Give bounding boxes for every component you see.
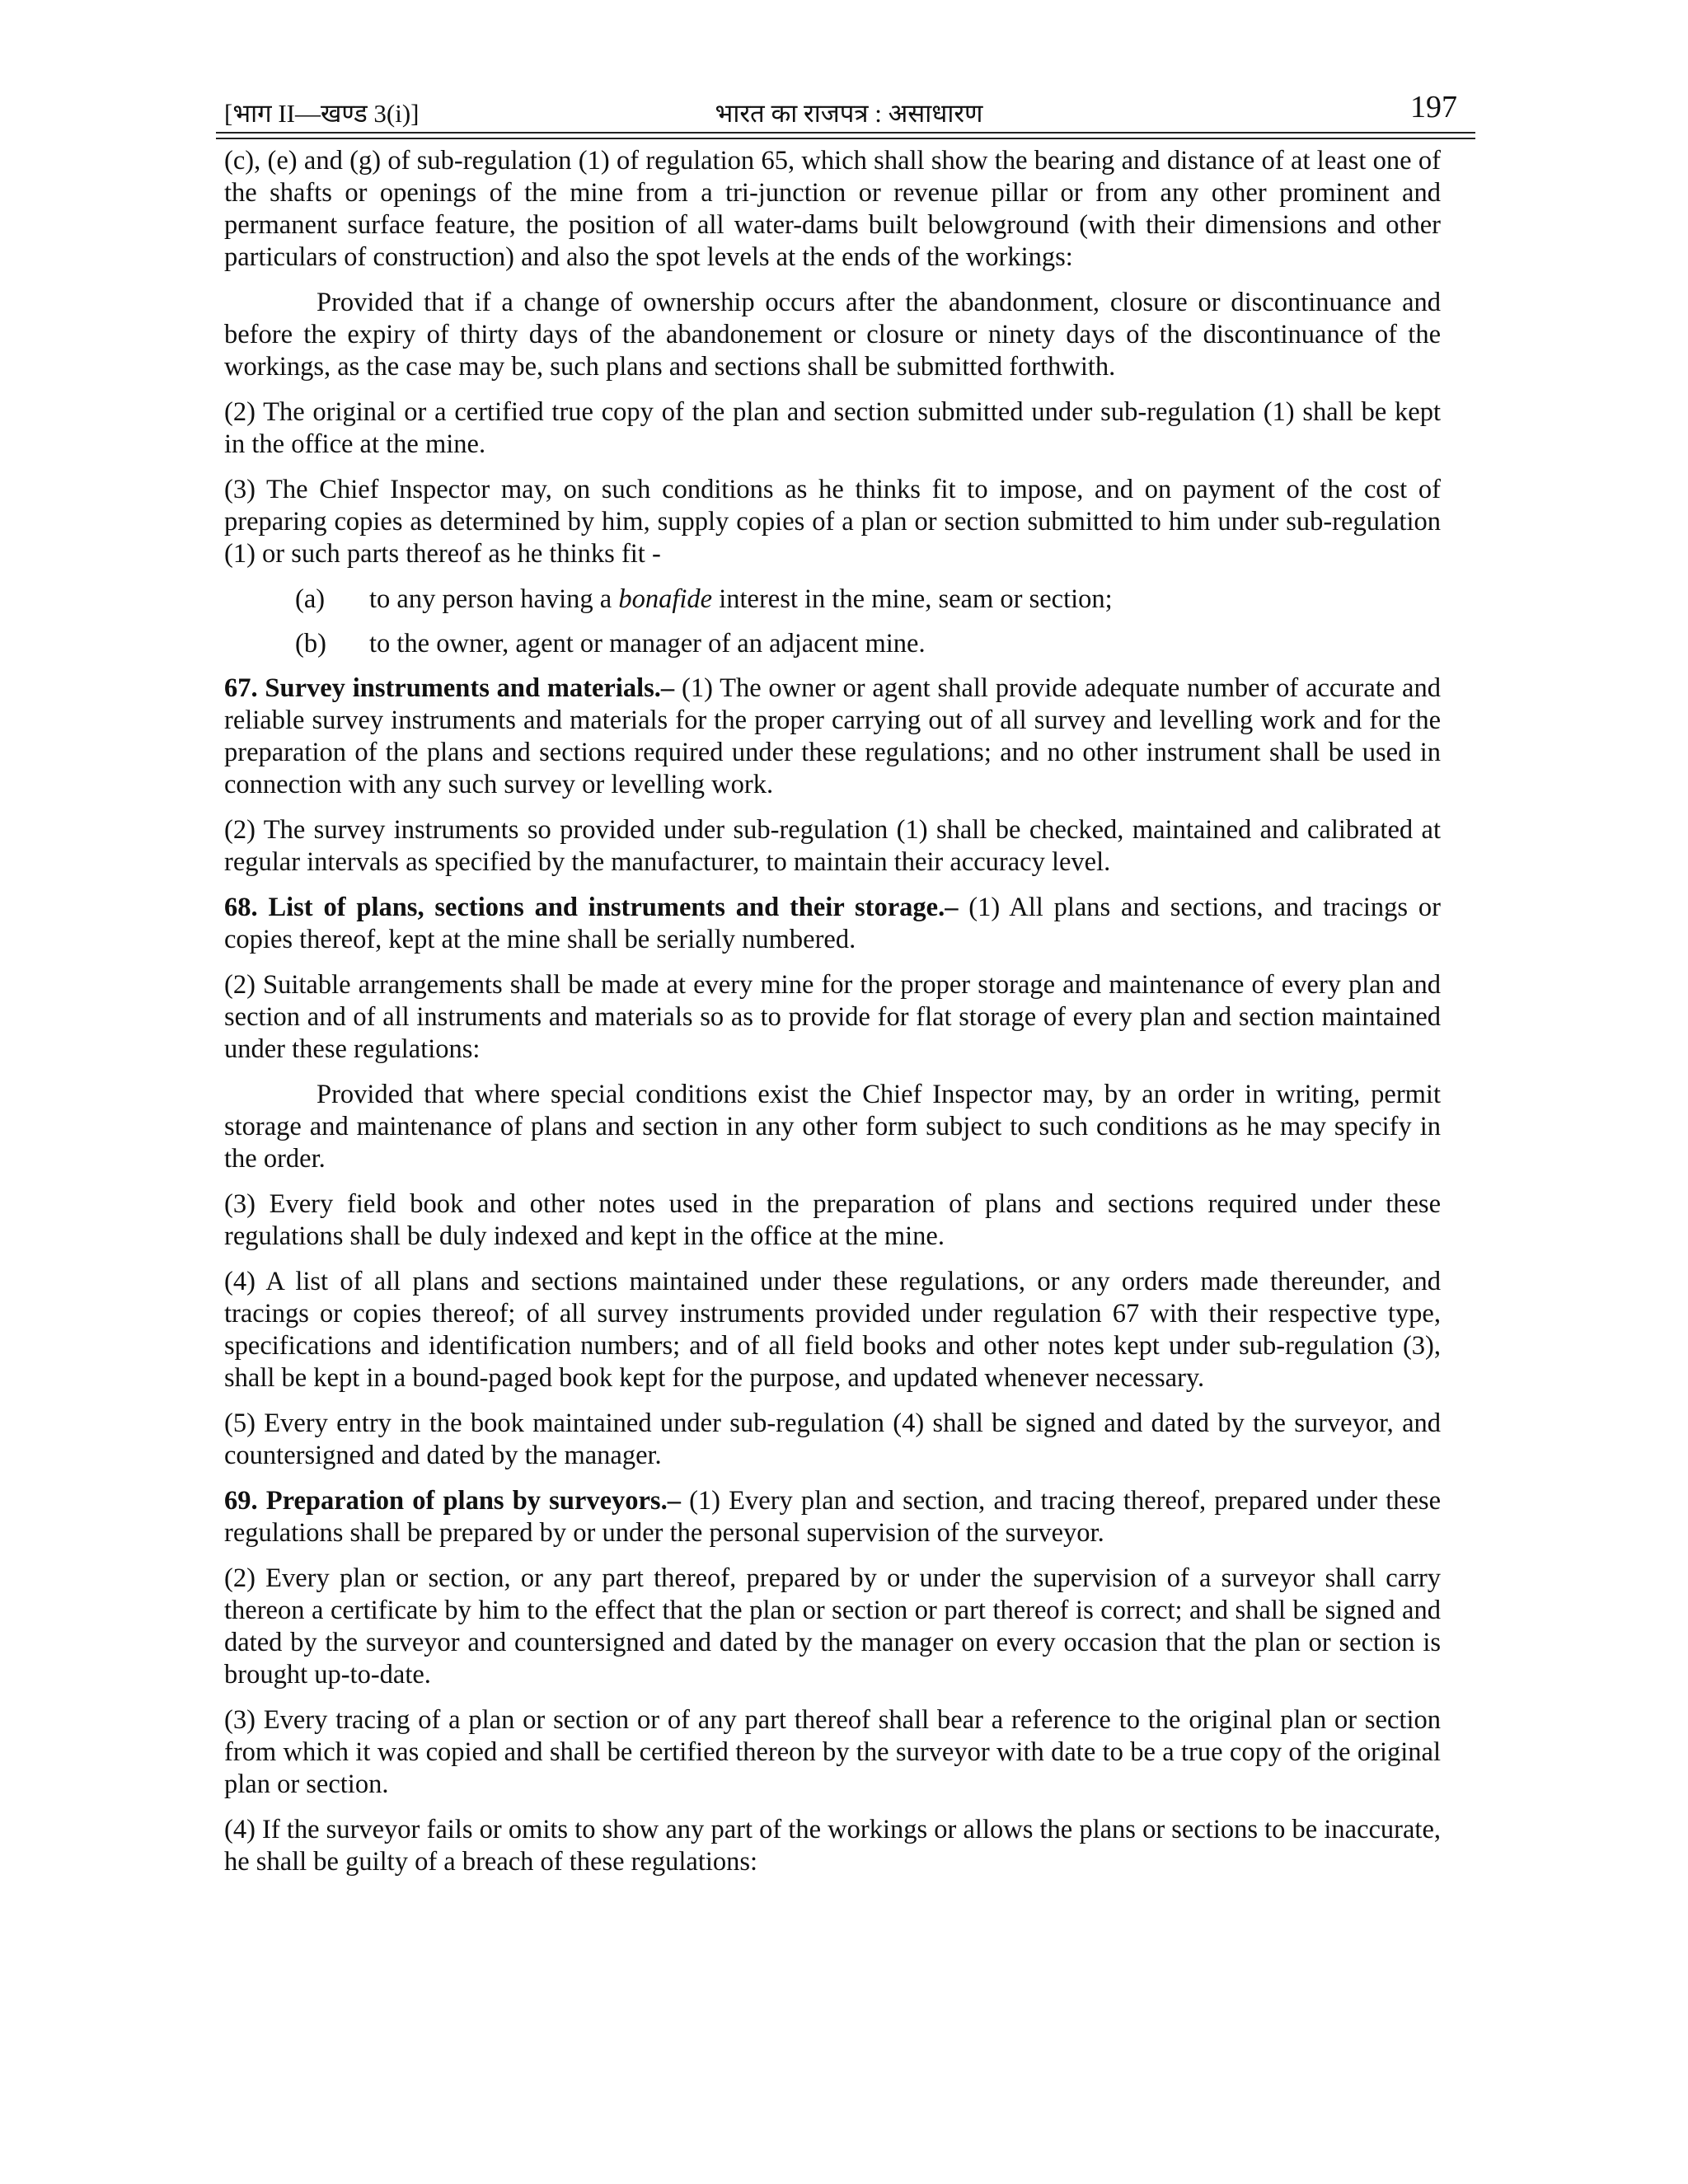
subregulation-3: (3) The Chief Inspector may, on such conditions as he thinks fit to impose, and on payment of the cost of preparing copies as determined by him, supply copies of a plan or section submitted to him under sub-regulation (1) or such parts thereof as he thinks fit - xyxy=(224,475,1441,569)
regulation-67-paragraph-1 xyxy=(224,673,1441,801)
gazette-title: भारत का राजपत्र : असाधारण xyxy=(715,99,983,128)
regulation-67-paragraph-2: (2) The survey instruments so provided under sub-regulation (1) shall be checked, maintained and calibrated at regular intervals as specified by the manufacturer, to maintain their accuracy level. xyxy=(224,815,1441,877)
regulation-69-paragraph-4: (4) If the surveyor fails or omits to show any part of the workings or allows the plans or sections to be inaccurate, he shall be guilty of a breach of these regulations: xyxy=(224,1815,1441,1877)
clause-b-text: to the owner, agent or manager of an adjacent mine. xyxy=(369,629,926,658)
regulation-68-paragraph-1 xyxy=(224,892,1441,956)
regulation-68-proviso: Provided that where special conditions exist the Chief Inspector may, by an order in writing, permit storage and maintenance of plans and section in any other form subject to such conditions as he may specify in the order. xyxy=(224,1080,1441,1174)
regulation-69-paragraph-3: (3) Every tracing of a plan or section or of any part thereof shall bear a reference to the original plan or section from which it was copied and shall be certified thereon by the surveyor with date to be a true copy of the original plan or section. xyxy=(224,1705,1441,1799)
regulation-69-text-1: (1) Every plan and section, and tracing thereof, prepared under these regulations shall be prepared by or under the personal supervision of the surveyor. xyxy=(224,1486,1441,1548)
regulation-69-heading: 69. Preparation of plans by surveyors.– xyxy=(224,1486,681,1516)
regulation-68-text-1: (1) All plans and sections, and tracings or copies thereof, kept at the mine shall be serially numbered. xyxy=(224,893,1441,954)
gazette-part-label: [भाग II—खण्ड 3(i)] xyxy=(224,99,420,128)
regulation-69-paragraph-1 xyxy=(224,1485,1441,1549)
page-header xyxy=(224,89,1474,129)
subregulation-2: (2) The original or a certified true copy of the plan and section submitted under sub-regulation (1) shall be kept in the office at the mine. xyxy=(224,397,1441,459)
document-body xyxy=(224,145,1441,1891)
clause-a-text xyxy=(369,583,1441,616)
regulation-68-paragraph-5: (5) Every entry in the book maintained under sub-regulation (4) shall be signed and dated by the surveyor, and countersigned and dated by the manager. xyxy=(224,1408,1441,1470)
header-rule-top xyxy=(216,132,1475,134)
clause-a-text-after: interest in the mine, seam or section; xyxy=(712,584,1113,614)
page-number: 197 xyxy=(1410,90,1457,124)
clause-a-text-before: to any person having a xyxy=(369,584,619,614)
regulation-67-text-1: (1) The owner or agent shall provide adequate number of accurate and reliable survey instruments and materials for the proper carrying out of all survey and levelling work and for the preparation of the plans and sections required under these regulations; and no other instrument shall be used in connection with any such survey or levelling work. xyxy=(224,673,1441,799)
clause-a-label: (a) xyxy=(295,584,326,614)
regulation-68-paragraph-2: (2) Suitable arrangements shall be made at every mine for the proper storage and maintenance of every plan and section and of all instruments and materials so as to provide for flat storage of every plan and section maintained under these regulations: xyxy=(224,970,1441,1064)
clause-b xyxy=(224,628,1441,660)
header-rule-bottom xyxy=(216,138,1475,139)
clause-a-italic-term: bonafide xyxy=(618,584,713,614)
continuation-paragraph: (c), (e) and (g) of sub-regulation (1) of regulation 65, which shall show the bearing and distance of at least one of the shafts or openings of the mine from a tri-junction or revenue pillar or from any other prominent and permanent surface feature, the position of all water-dams built belowground (with their dimensions and other particulars of construction) and also the spot levels at the ends of the workings: xyxy=(224,146,1441,272)
regulation-67-heading: 67. Survey instruments and materials.– xyxy=(224,673,675,703)
regulation-69-paragraph-2: (2) Every plan or section, or any part thereof, prepared by or under the supervision of a surveyor shall carry thereon a certificate by him to the effect that the plan or section or part thereof is correct; and shall be signed and dated by the surveyor and countersigned and dated by the manager on every occasion that the plan or section is brought up-to-date. xyxy=(224,1563,1441,1690)
regulation-68-paragraph-3: (3) Every field book and other notes used in the preparation of plans and sections required under these regulations shall be duly indexed and kept in the office at the mine. xyxy=(224,1189,1441,1251)
proviso-paragraph: Provided that if a change of ownership occurs after the abandonment, closure or discontinuance and before the expiry of thirty days of the abandonement or closure or ninety days of the discontinuance of the workings, as the case may be, such plans and sections shall be submitted forthwith. xyxy=(224,288,1441,382)
clause-b-label: (b) xyxy=(295,629,326,658)
regulation-68-paragraph-4: (4) A list of all plans and sections maintained under these regulations, or any orders made thereunder, and tracings or copies thereof; of all survey instruments provided under regulation 67 with their respective type, specifications and identification numbers; and of all field books and other notes kept under sub-regulation (3), shall be kept in a bound-paged book kept for the purpose, and updated whenever necessary. xyxy=(224,1267,1441,1393)
clause-a xyxy=(224,583,1441,616)
regulation-68-heading: 68. List of plans, sections and instruments and their storage.– xyxy=(224,893,959,922)
